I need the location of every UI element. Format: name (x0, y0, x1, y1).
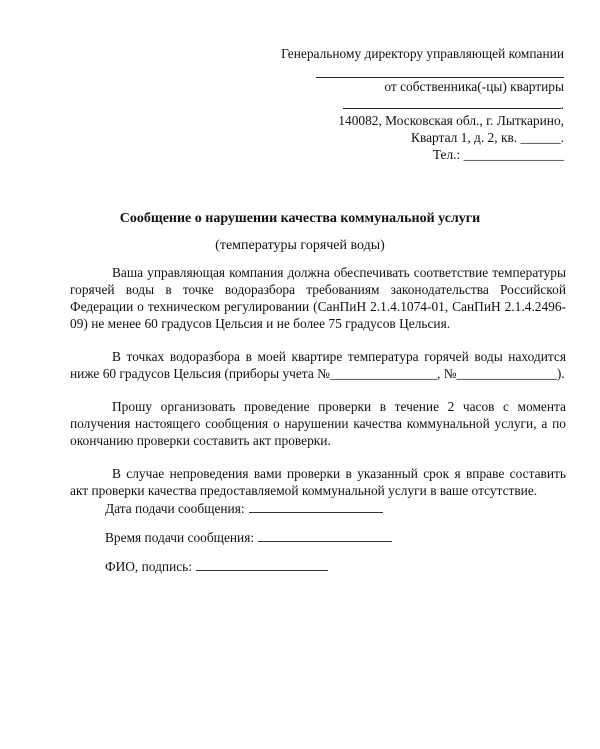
paragraph-consequence: В случае непроведения вами проверки в указанный срок я вправе составить акт проверки качества предоставляемой коммунальной услуги в ваше отсутствие. (70, 466, 566, 498)
from-owner-line: от собственника(-цы) квартиры (384, 79, 564, 94)
recipient-line: Генеральному директору управляющей компании (281, 46, 564, 61)
name-signature-blank (196, 557, 328, 571)
document-body (70, 264, 566, 515)
date-blank (249, 499, 383, 513)
signature-fields (105, 499, 392, 586)
name-label: ФИО, подпись: (105, 559, 193, 574)
date-label: Дата подачи сообщения: (105, 501, 245, 516)
addressee-block (264, 45, 564, 163)
address-line-2: Квартал 1, д. 2, кв. ______. (411, 130, 564, 145)
time-blank (258, 528, 392, 542)
paragraph-request: Прошу организовать проведение проверки в течение 2 часов с момента получения настоящего сообщения о нарушении качества коммунальной услуги, а по окончанию проверки составить акт проверки. (70, 399, 566, 448)
time-field (105, 528, 392, 557)
name-signature-field (105, 557, 392, 586)
owner-name-blank: . (264, 95, 564, 112)
date-field (105, 499, 392, 528)
address-line-1: 140082, Московская обл., г. Лыткарино, (338, 113, 564, 128)
time-label: Время подачи сообщения: (105, 530, 255, 545)
paragraph-violation: В точках водоразбора в моей квартире температура горячей воды находится ниже 60 градусов Цельсия (приборы учета №________________, №_______________). (70, 349, 566, 381)
company-name-blank (316, 62, 564, 78)
paragraph-requirements: Ваша управляющая компания должна обеспечивать соответствие температуры горячей воды в точке водоразбора требованиям законодательства Российской Федерации о техническом регулировании (СанПиН 2.1.4.1074-01, СанПиН 2.1.4.2496-09) не менее 60 градусов Цельсия и не более 75 градусов Цельсия. (70, 265, 566, 331)
document-subtitle: (температуры горячей воды) (215, 238, 385, 253)
document-title: Сообщение о нарушении качества коммунальной услуги (119, 211, 481, 226)
owner-name-underline (343, 95, 561, 109)
phone-line: Тел.: _______________ (432, 147, 564, 162)
